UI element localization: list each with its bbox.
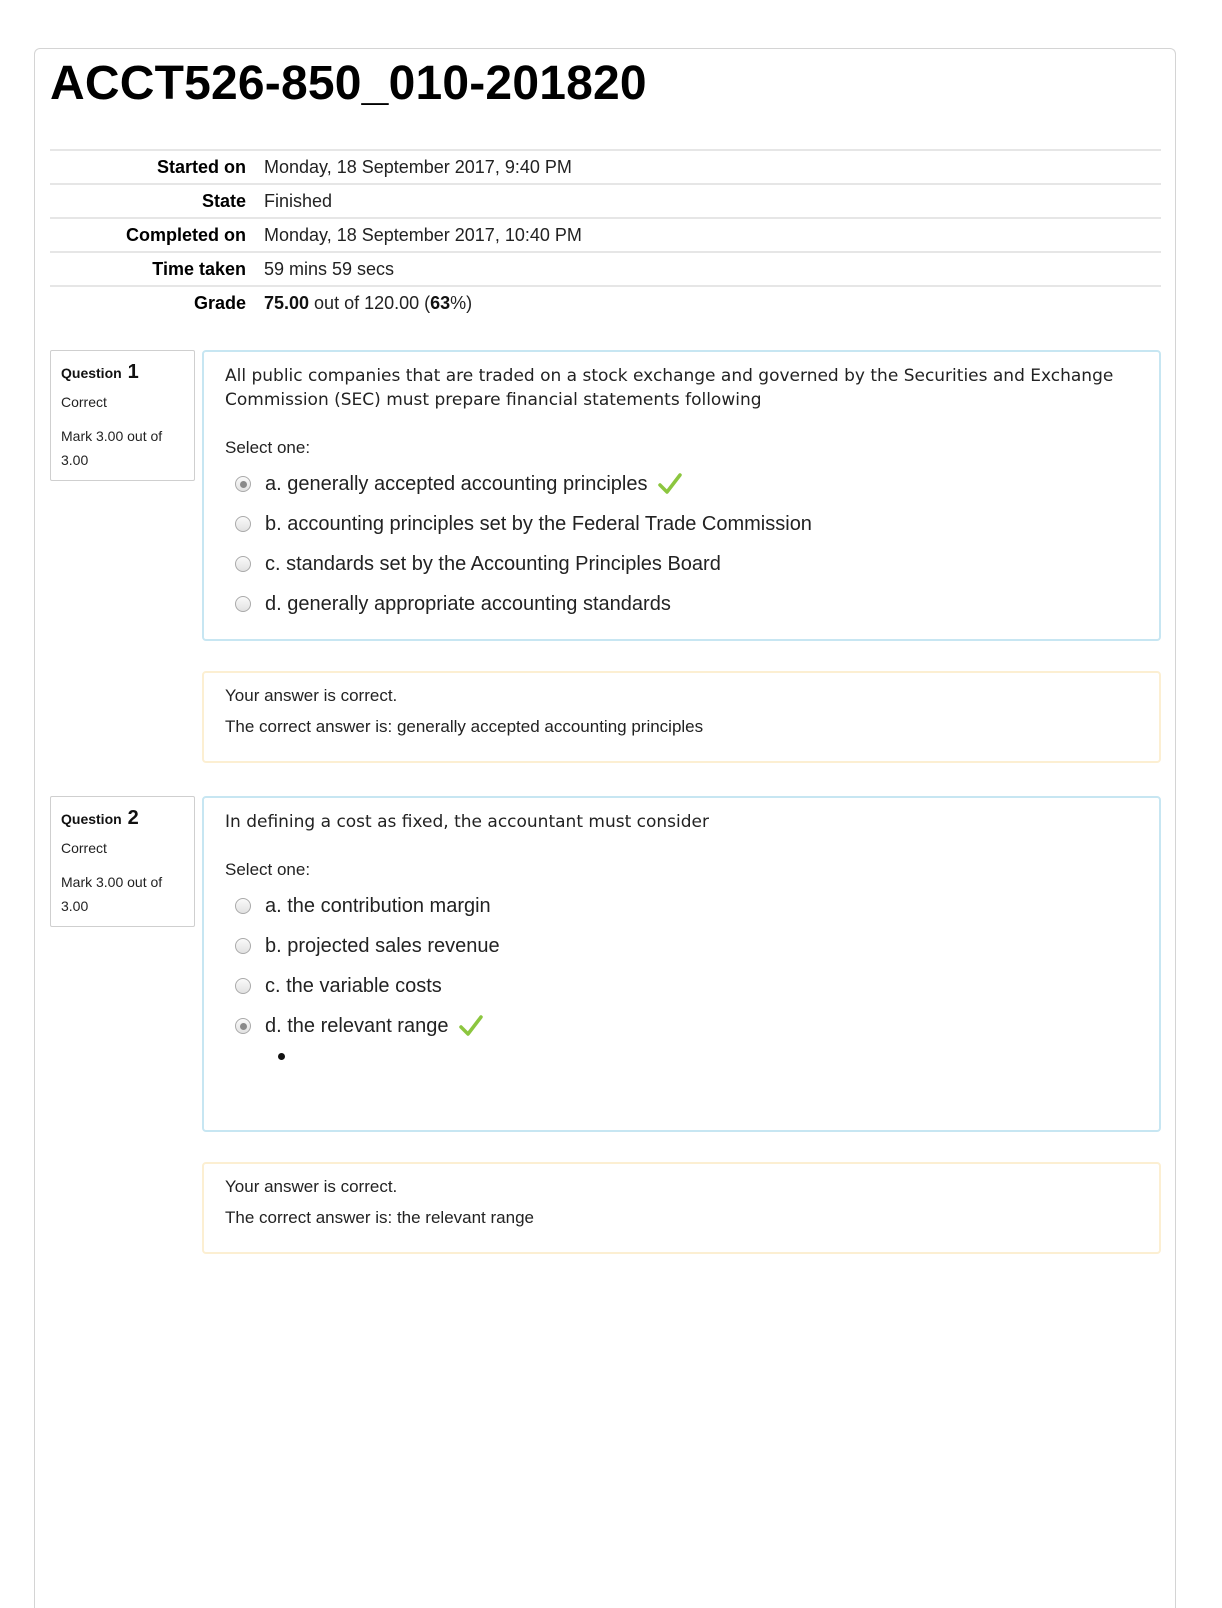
question-2-prompt: Select one: — [225, 860, 311, 879]
summary-row-started — [50, 150, 1161, 184]
question-1-info — [50, 350, 195, 481]
time-taken-value: 59 mins 59 secs — [264, 258, 395, 279]
feedback-text: Your answer is correct. — [225, 1177, 398, 1196]
time-taken-label: Time taken — [152, 258, 246, 279]
radio-unselected[interactable] — [235, 516, 251, 532]
answer-option[interactable] — [225, 544, 1139, 584]
question-1-number — [61, 361, 184, 384]
answer-label: b. accounting principles set by the Federal Trade Commission — [265, 512, 812, 535]
answer-label: c. the variable costs — [265, 974, 442, 997]
correct-answer-text: The correct answer is: the relevant range — [225, 1208, 534, 1227]
answer-option[interactable] — [225, 886, 1139, 926]
answer-label: b. projected sales revenue — [265, 934, 500, 957]
grade-value — [264, 286, 1161, 319]
answer-option[interactable] — [225, 926, 1139, 966]
state-value: Finished — [264, 190, 333, 211]
summary-row-grade — [50, 286, 1161, 319]
completed-on-label: Completed on — [126, 224, 246, 245]
answer-label: d. the relevant range — [265, 1014, 449, 1037]
answer-option[interactable] — [225, 966, 1139, 1006]
page-title: ACCT526-850_010-201820 — [50, 57, 647, 110]
answer-label: c. standards set by the Accounting Principles Board — [265, 552, 721, 575]
question-2-info — [50, 796, 195, 927]
radio-selected[interactable] — [235, 476, 251, 492]
question-1-prompt: Select one: — [225, 438, 311, 457]
radio-unselected[interactable] — [235, 556, 251, 572]
feedback-text: Your answer is correct. — [225, 686, 398, 705]
radio-dot — [240, 1023, 247, 1030]
radio-unselected[interactable] — [235, 898, 251, 914]
question-1-grade: Mark 3.00 out of 3.00 — [61, 428, 163, 468]
radio-unselected[interactable] — [235, 938, 251, 954]
answer-option[interactable] — [225, 464, 1139, 504]
radio-unselected[interactable] — [235, 978, 251, 994]
state-label: State — [201, 190, 246, 211]
bullet-dot — [278, 1053, 285, 1060]
answer-option[interactable] — [225, 584, 1139, 624]
radio-dot — [240, 481, 247, 488]
answer-label: a. generally accepted accounting principles — [265, 472, 648, 495]
grade-percent: 63 — [430, 292, 451, 313]
answer-option[interactable] — [225, 504, 1139, 544]
answer-option[interactable] — [225, 1006, 1139, 1046]
grade-out-of: out of 120.00 ( — [309, 292, 431, 313]
answer-label: d. generally appropriate accounting standards — [265, 592, 671, 615]
summary-row-time-taken — [50, 252, 1161, 286]
question-2-grade: Mark 3.00 out of 3.00 — [61, 874, 163, 914]
question-2-number — [61, 807, 184, 830]
grade-score: 75.00 — [264, 292, 310, 313]
question-1-formulation — [202, 350, 1161, 641]
question-1-text: All public companies that are traded on a stock exchange and governed by the Securities and Exchange Commission (SEC) must prepare financial statements following — [225, 366, 1114, 410]
grade-label: Grade — [193, 292, 246, 313]
grade-suffix: %) — [450, 292, 473, 313]
question-2-text: In defining a cost as fixed, the accountant must consider — [225, 812, 709, 832]
answer-label: a. the contribution margin — [265, 894, 491, 917]
question-1-feedback — [202, 671, 1161, 763]
question-label: Question — [61, 365, 122, 381]
checkmark-icon — [458, 1013, 484, 1039]
started-on-label: Started on — [156, 156, 246, 177]
question-label: Question — [61, 811, 122, 827]
question-number: 1 — [127, 361, 139, 383]
correct-answer-text: The correct answer is: generally accepted accounting principles — [225, 717, 704, 736]
question-2-state: Correct — [61, 840, 107, 856]
completed-on-value: Monday, 18 September 2017, 10:40 PM — [264, 224, 582, 245]
question-2-formulation — [202, 796, 1161, 1132]
checkmark-icon — [657, 471, 683, 497]
radio-selected[interactable] — [235, 1018, 251, 1034]
attempt-summary-table — [50, 149, 1161, 319]
summary-row-completed — [50, 218, 1161, 252]
question-number: 2 — [127, 807, 139, 829]
radio-unselected[interactable] — [235, 596, 251, 612]
summary-row-state — [50, 184, 1161, 218]
started-on-value: Monday, 18 September 2017, 9:40 PM — [264, 156, 572, 177]
question-1-answers — [225, 464, 1139, 624]
question-1-state: Correct — [61, 394, 107, 410]
question-2-feedback — [202, 1162, 1161, 1254]
question-2-answers — [225, 886, 1139, 1046]
